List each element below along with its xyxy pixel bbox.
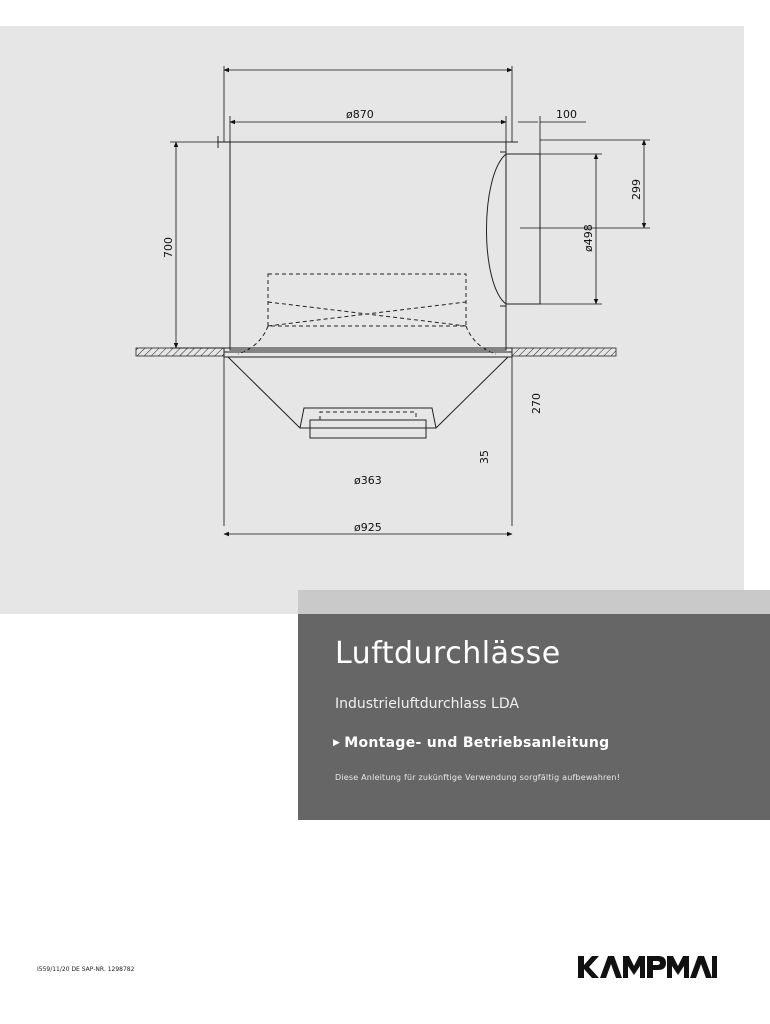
manual-label: Montage- und Betriebsanleitung [344,735,610,751]
cover-title-box [298,614,770,820]
kampmann-logo [576,950,720,984]
page-subtitle: Industrieluftdurchlass LDA [335,696,519,712]
housing-outline [218,136,540,438]
dim-inlet-diameter: ø498 [582,224,595,252]
page-title: Luftdurchlässe [335,636,561,671]
dim-height-total: 700 [162,237,175,258]
dim-lip-height: 35 [478,450,491,464]
dim-lower-height: 270 [530,393,543,414]
dimension-lines [170,66,650,534]
triangle-right-icon: ▶ [333,738,341,748]
technical-drawing [0,26,744,614]
manual-heading [333,735,610,751]
storage-note: Diese Anleitung für zukünftige Verwendung sorgfältig aufbewahren! [335,773,621,782]
technical-drawing-panel [0,26,744,614]
dim-plate-diameter: ø925 [354,521,382,534]
dim-inlet-height: 299 [630,179,643,200]
dim-nozzle-diameter: ø363 [354,474,382,487]
dim-inlet-offset: 100 [556,108,577,121]
title-strip [298,590,770,614]
document-code: I559/11/20 DE SAP-NR. 1298782 [37,966,135,973]
dim-top-diameter: ø870 [346,108,374,121]
internal-damper-dashed [238,274,496,420]
